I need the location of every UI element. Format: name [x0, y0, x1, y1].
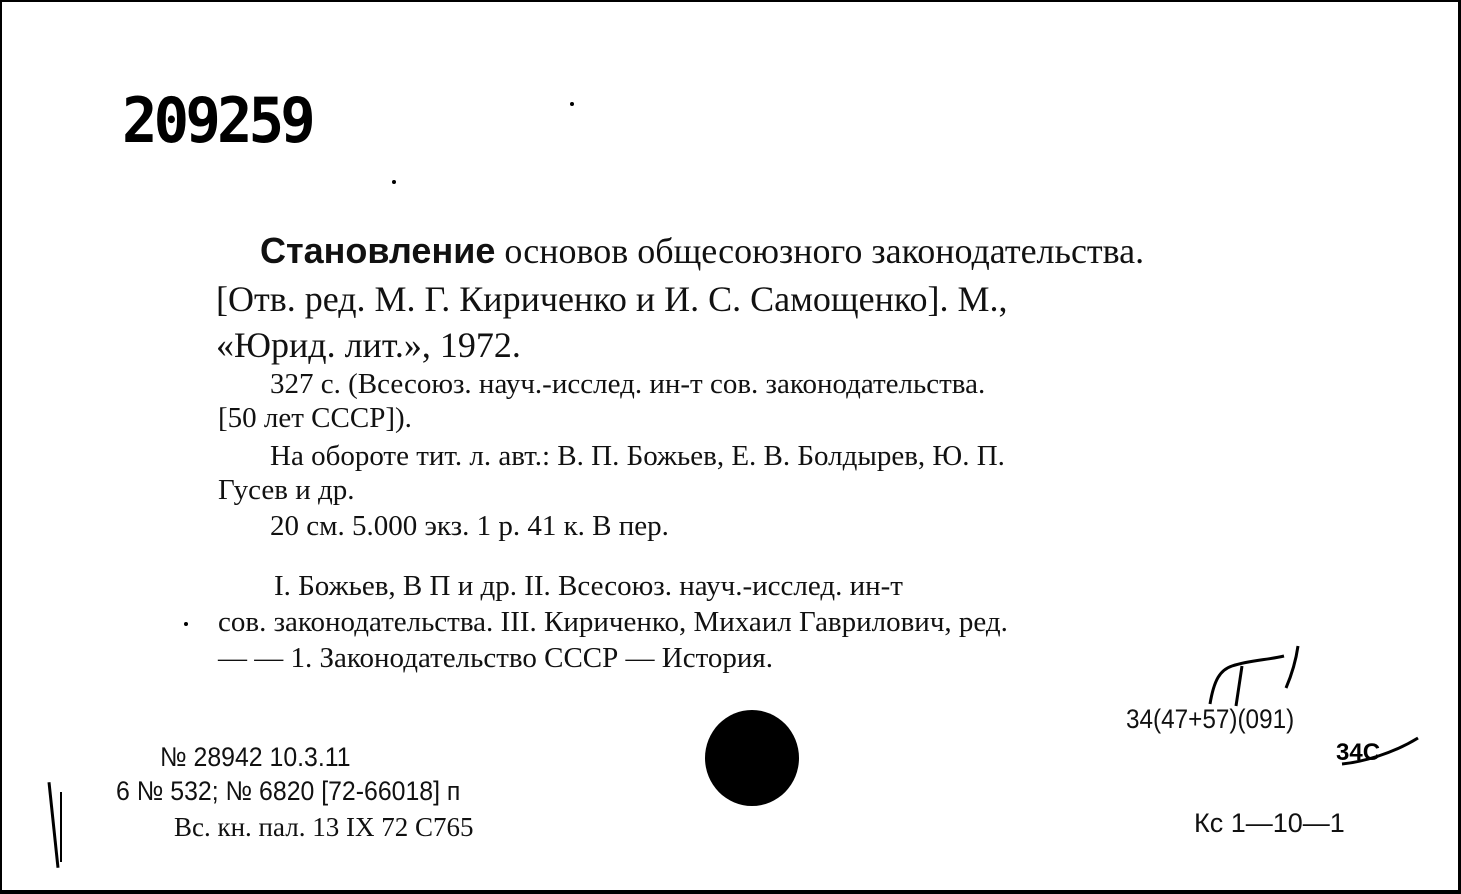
- accession-number: 209259: [122, 84, 312, 157]
- punch-hole: [705, 710, 799, 806]
- handwritten-code-text: 34С: [1336, 739, 1381, 766]
- physical-description: 20 см. 5.000 экз. 1 р. 41 к. В пер.: [270, 510, 669, 542]
- handwritten-code: [1332, 732, 1422, 772]
- card-code: Кс 1—10—1: [1194, 808, 1345, 838]
- title-bold: Становление: [260, 230, 496, 271]
- tracings-line-2: сов. законодательства. III. Кириченко, Михаил Гаврилович, ред.: [218, 606, 1008, 638]
- publisher-line: «Юрид. лит.», 1972.: [216, 325, 521, 365]
- editors-line: [Отв. ред. М. Г. Кириченко и И. С. Самощенко]. М.,: [216, 279, 1008, 319]
- print-info: 6 № 532; № 6820 [72-66018] п: [116, 776, 461, 806]
- speck: [184, 622, 188, 626]
- order-number: № 28942 10.3.11: [160, 742, 351, 772]
- title-rest: основов общесоюзного законодательства.: [495, 231, 1145, 271]
- speck: [570, 102, 574, 106]
- edge-scan-mark-2: [60, 792, 62, 862]
- authors-note-line-1: На обороте тит. л. авт.: В. П. Божьев, Е. В. Болдырев, Ю. П.: [270, 440, 1005, 472]
- pages-series-line-2: [50 лет СССР]).: [218, 402, 412, 434]
- handwritten-mark: [1202, 640, 1312, 710]
- pages-series-line-1: 327 с. (Всесоюз. науч.-исслед. ин-т сов. законодательства.: [270, 368, 986, 400]
- tracings-line-1: I. Божьев, В П и др. II. Всесоюз. науч.-исслед. ин-т: [274, 570, 903, 602]
- authors-note-line-2: Гусев и др.: [218, 474, 355, 506]
- title-line: [260, 230, 1144, 272]
- tracings-line-3: — — 1. Законодательство СССР — История.: [218, 642, 773, 674]
- edge-scan-mark: [48, 782, 60, 868]
- chamber-info: Вс. кн. пал. 13 IX 72 С765: [174, 812, 474, 842]
- speck: [392, 180, 396, 184]
- classification-index: 34(47+57)(091): [1126, 704, 1295, 734]
